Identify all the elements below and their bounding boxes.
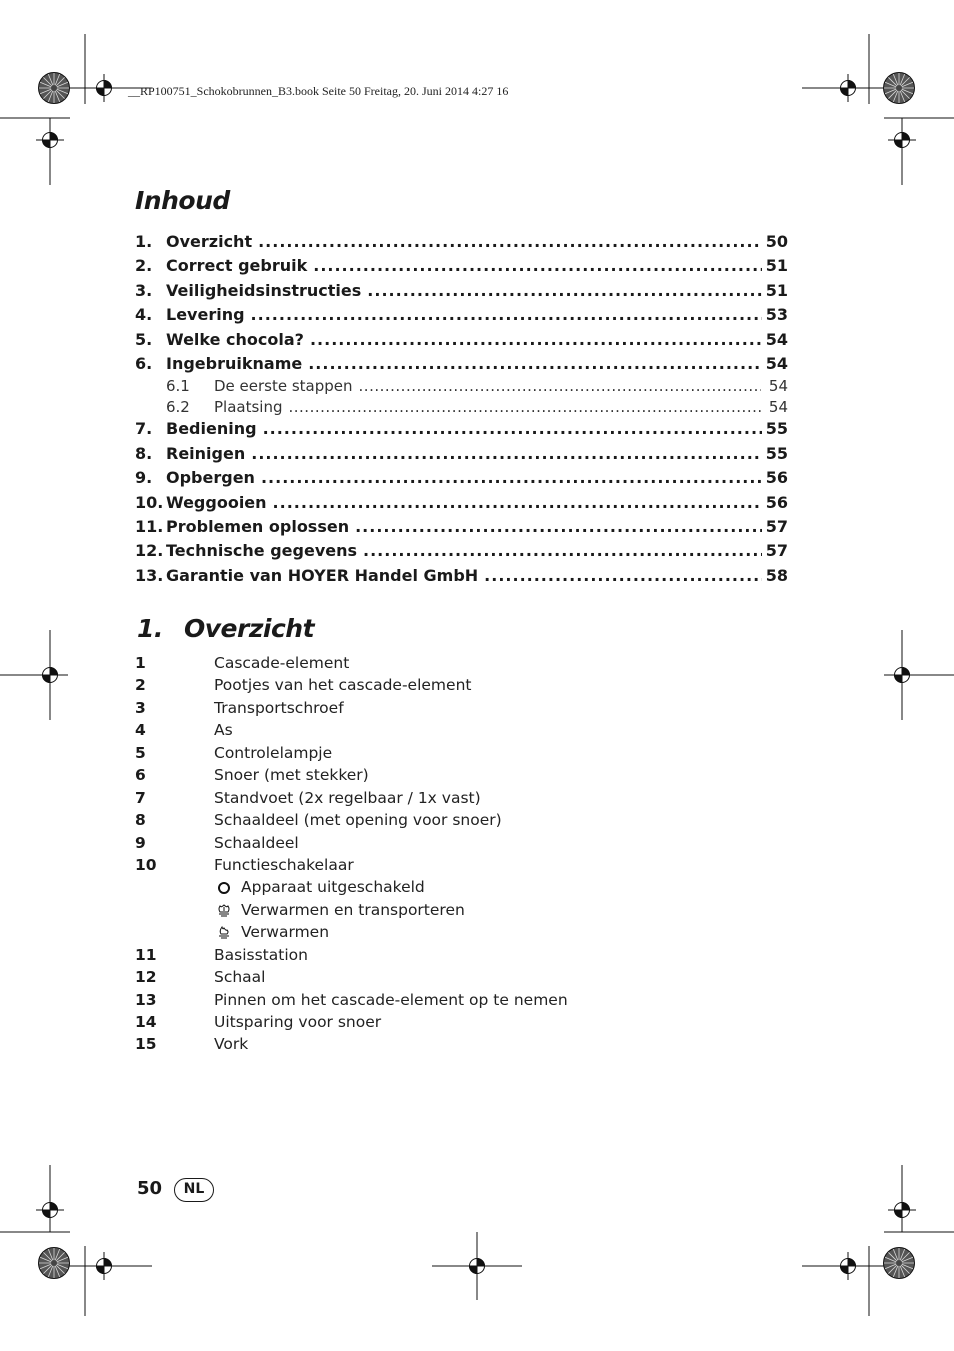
toc-entry-number: 1. <box>135 232 153 251</box>
toc-entry <box>135 279 788 303</box>
toc-entry-title: Correct gebruik <box>166 256 308 276</box>
part-item <box>135 652 775 674</box>
toc-entry <box>135 352 788 376</box>
toc-entry-number: 3. <box>135 280 153 300</box>
toc-leader-dots <box>261 466 762 490</box>
language-badge: NL <box>174 1178 214 1202</box>
part-number: 13 <box>135 990 157 1009</box>
part-item <box>135 989 775 1011</box>
part-item <box>135 966 775 988</box>
part-label <box>214 876 425 898</box>
toc-entry <box>135 328 788 352</box>
toc-subentry <box>135 397 788 418</box>
part-label: Snoer (met stekker) <box>214 766 369 785</box>
part-label-text: Verwarmen <box>241 923 330 942</box>
toc-entry-page: 56 <box>765 492 788 512</box>
toc-leader-dots <box>359 376 761 397</box>
part-number: 10 <box>135 855 157 874</box>
toc-entry-page: 54 <box>765 353 788 373</box>
toc-entry-title: Levering <box>166 305 245 325</box>
part-item <box>135 832 775 854</box>
part-number: 6 <box>135 766 146 785</box>
toc-entry-title: Welke chocola? <box>166 329 304 349</box>
part-item <box>135 697 775 719</box>
part-item <box>135 1033 775 1055</box>
toc-entry <box>135 417 788 441</box>
toc-entry-number: 6.2 <box>166 397 190 416</box>
toc-entry-page: 53 <box>765 305 788 325</box>
part-number: 1 <box>135 654 146 672</box>
toc-entry-title: Problemen oplossen <box>166 516 350 536</box>
section-title: Overzicht <box>184 614 315 643</box>
toc-leader-dots <box>251 442 762 466</box>
toc-entry-page: 58 <box>765 565 788 585</box>
toc-entry <box>135 442 788 466</box>
heat-and-flow-icon <box>214 902 234 918</box>
toc-entry-title: Bediening <box>166 419 257 439</box>
toc-entry-number: 8. <box>135 443 153 463</box>
toc-entry <box>135 515 788 539</box>
toc-leader-dots <box>313 254 762 278</box>
part-number: 9 <box>135 833 146 852</box>
part-item <box>135 944 775 966</box>
part-label-text: Apparaat uitgeschakeld <box>241 878 425 897</box>
toc-entry-number: 7. <box>135 419 153 439</box>
toc-entry-number: 6.1 <box>166 377 190 396</box>
switch-state-item <box>135 921 775 943</box>
part-item <box>135 742 775 764</box>
part-number: 2 <box>135 676 146 695</box>
part-label-text: Verwarmen en transporteren <box>241 900 465 919</box>
part-number: 3 <box>135 698 146 717</box>
part-number: 8 <box>135 811 146 830</box>
toc-heading: Inhoud <box>135 186 230 215</box>
toc-leader-dots <box>289 397 761 418</box>
part-label: Controlelampje <box>214 743 333 762</box>
toc-leader-dots <box>363 539 762 563</box>
page-number: 50 <box>137 1178 163 1199</box>
toc-entry-page: 54 <box>768 377 788 396</box>
toc-leader-dots <box>484 564 762 588</box>
toc-leader-dots <box>367 279 761 303</box>
part-number: 7 <box>135 788 146 807</box>
toc-entry-number: 5. <box>135 329 153 349</box>
parts-list <box>135 652 775 1056</box>
toc-entry <box>135 230 788 254</box>
toc-entry <box>135 303 788 327</box>
part-item <box>135 809 775 831</box>
section-heading <box>137 614 314 643</box>
toc-entry <box>135 491 788 515</box>
part-label: Functieschakelaar <box>214 855 354 874</box>
toc-entry-number: 2. <box>135 256 153 276</box>
toc-entry-page: 57 <box>765 516 788 536</box>
toc-entry-number: 11. <box>135 516 164 536</box>
toc-entry-title: Veiligheidsinstructies <box>166 280 362 300</box>
toc-entry-title: Weggooien <box>166 492 267 512</box>
toc-entry-number: 9. <box>135 468 153 488</box>
toc-leader-dots <box>308 352 762 376</box>
toc-entry-number: 6. <box>135 353 153 373</box>
print-slug-header: __RP100751_Schokobrunnen_B3.book Seite 50 Freitag, 20. Juni 2014 4:27 16 <box>128 84 509 98</box>
toc-entry-page: 54 <box>768 397 788 416</box>
switch-state-item <box>135 899 775 921</box>
toc-entry <box>135 539 788 563</box>
toc-entry-title: Opbergen <box>166 468 255 488</box>
toc-entry-number: 13. <box>135 565 164 585</box>
part-item <box>135 787 775 809</box>
table-of-contents <box>135 230 788 588</box>
toc-entry-page: 57 <box>765 541 788 561</box>
part-label: Schaaldeel (met opening voor snoer) <box>214 811 502 830</box>
toc-entry <box>135 466 788 490</box>
section-number: 1. <box>137 614 163 643</box>
part-label: Transportschroef <box>214 698 344 717</box>
toc-entry <box>135 564 788 588</box>
part-number: 14 <box>135 1013 157 1031</box>
switch-state-item <box>135 876 775 898</box>
toc-leader-dots <box>251 303 762 327</box>
toc-entry-title: Ingebruikname <box>166 353 303 373</box>
toc-entry-number: 4. <box>135 305 153 325</box>
part-label <box>214 921 329 943</box>
toc-leader-dots <box>310 328 762 352</box>
toc-entry <box>135 254 788 278</box>
part-label: Standvoet (2x regelbaar / 1x vast) <box>214 788 481 807</box>
part-label: Vork <box>214 1035 249 1054</box>
part-label: Pinnen om het cascade-element op te nemen <box>214 990 568 1009</box>
part-label: Schaaldeel <box>214 833 299 852</box>
toc-entry-title: Plaatsing <box>214 397 283 416</box>
toc-entry-page: 51 <box>765 256 788 276</box>
part-label <box>214 899 465 921</box>
toc-entry-number: 12. <box>135 541 164 561</box>
part-number: 5 <box>135 743 146 762</box>
toc-entry-page: 56 <box>765 468 788 488</box>
heat-icon <box>214 924 234 940</box>
toc-entry-page: 54 <box>765 329 788 349</box>
part-number: 11 <box>135 945 157 964</box>
toc-entry-page: 55 <box>765 419 788 439</box>
part-number: 12 <box>135 968 157 987</box>
toc-entry-number: 10. <box>135 492 164 512</box>
part-item <box>135 719 775 741</box>
part-number: 15 <box>135 1035 157 1054</box>
toc-entry-title: De eerste stappen <box>214 377 353 396</box>
part-label: Cascade-element <box>214 654 350 672</box>
part-label: As <box>214 721 233 740</box>
part-label: Uitsparing voor snoer <box>214 1013 382 1031</box>
toc-leader-dots <box>263 417 762 441</box>
toc-entry-page: 55 <box>765 443 788 463</box>
part-number: 4 <box>135 721 146 740</box>
part-label: Pootjes van het cascade-element <box>214 676 472 695</box>
part-item <box>135 854 775 876</box>
toc-subentry <box>135 376 788 397</box>
toc-entry-page: 50 <box>765 232 788 251</box>
toc-leader-dots <box>273 491 762 515</box>
toc-entry-title: Overzicht <box>166 232 253 251</box>
toc-leader-dots <box>258 230 762 254</box>
toc-entry-title: Reinigen <box>166 443 246 463</box>
part-item <box>135 764 775 786</box>
part-label: Basisstation <box>214 945 308 964</box>
off-circle-icon <box>214 881 234 895</box>
toc-entry-title: Technische gegevens <box>166 541 358 561</box>
toc-entry-page: 51 <box>765 280 788 300</box>
part-item <box>135 674 775 696</box>
part-item <box>135 1011 775 1033</box>
part-label: Schaal <box>214 968 266 987</box>
toc-entry-title: Garantie van HOYER Handel GmbH <box>166 565 479 585</box>
toc-leader-dots <box>355 515 762 539</box>
